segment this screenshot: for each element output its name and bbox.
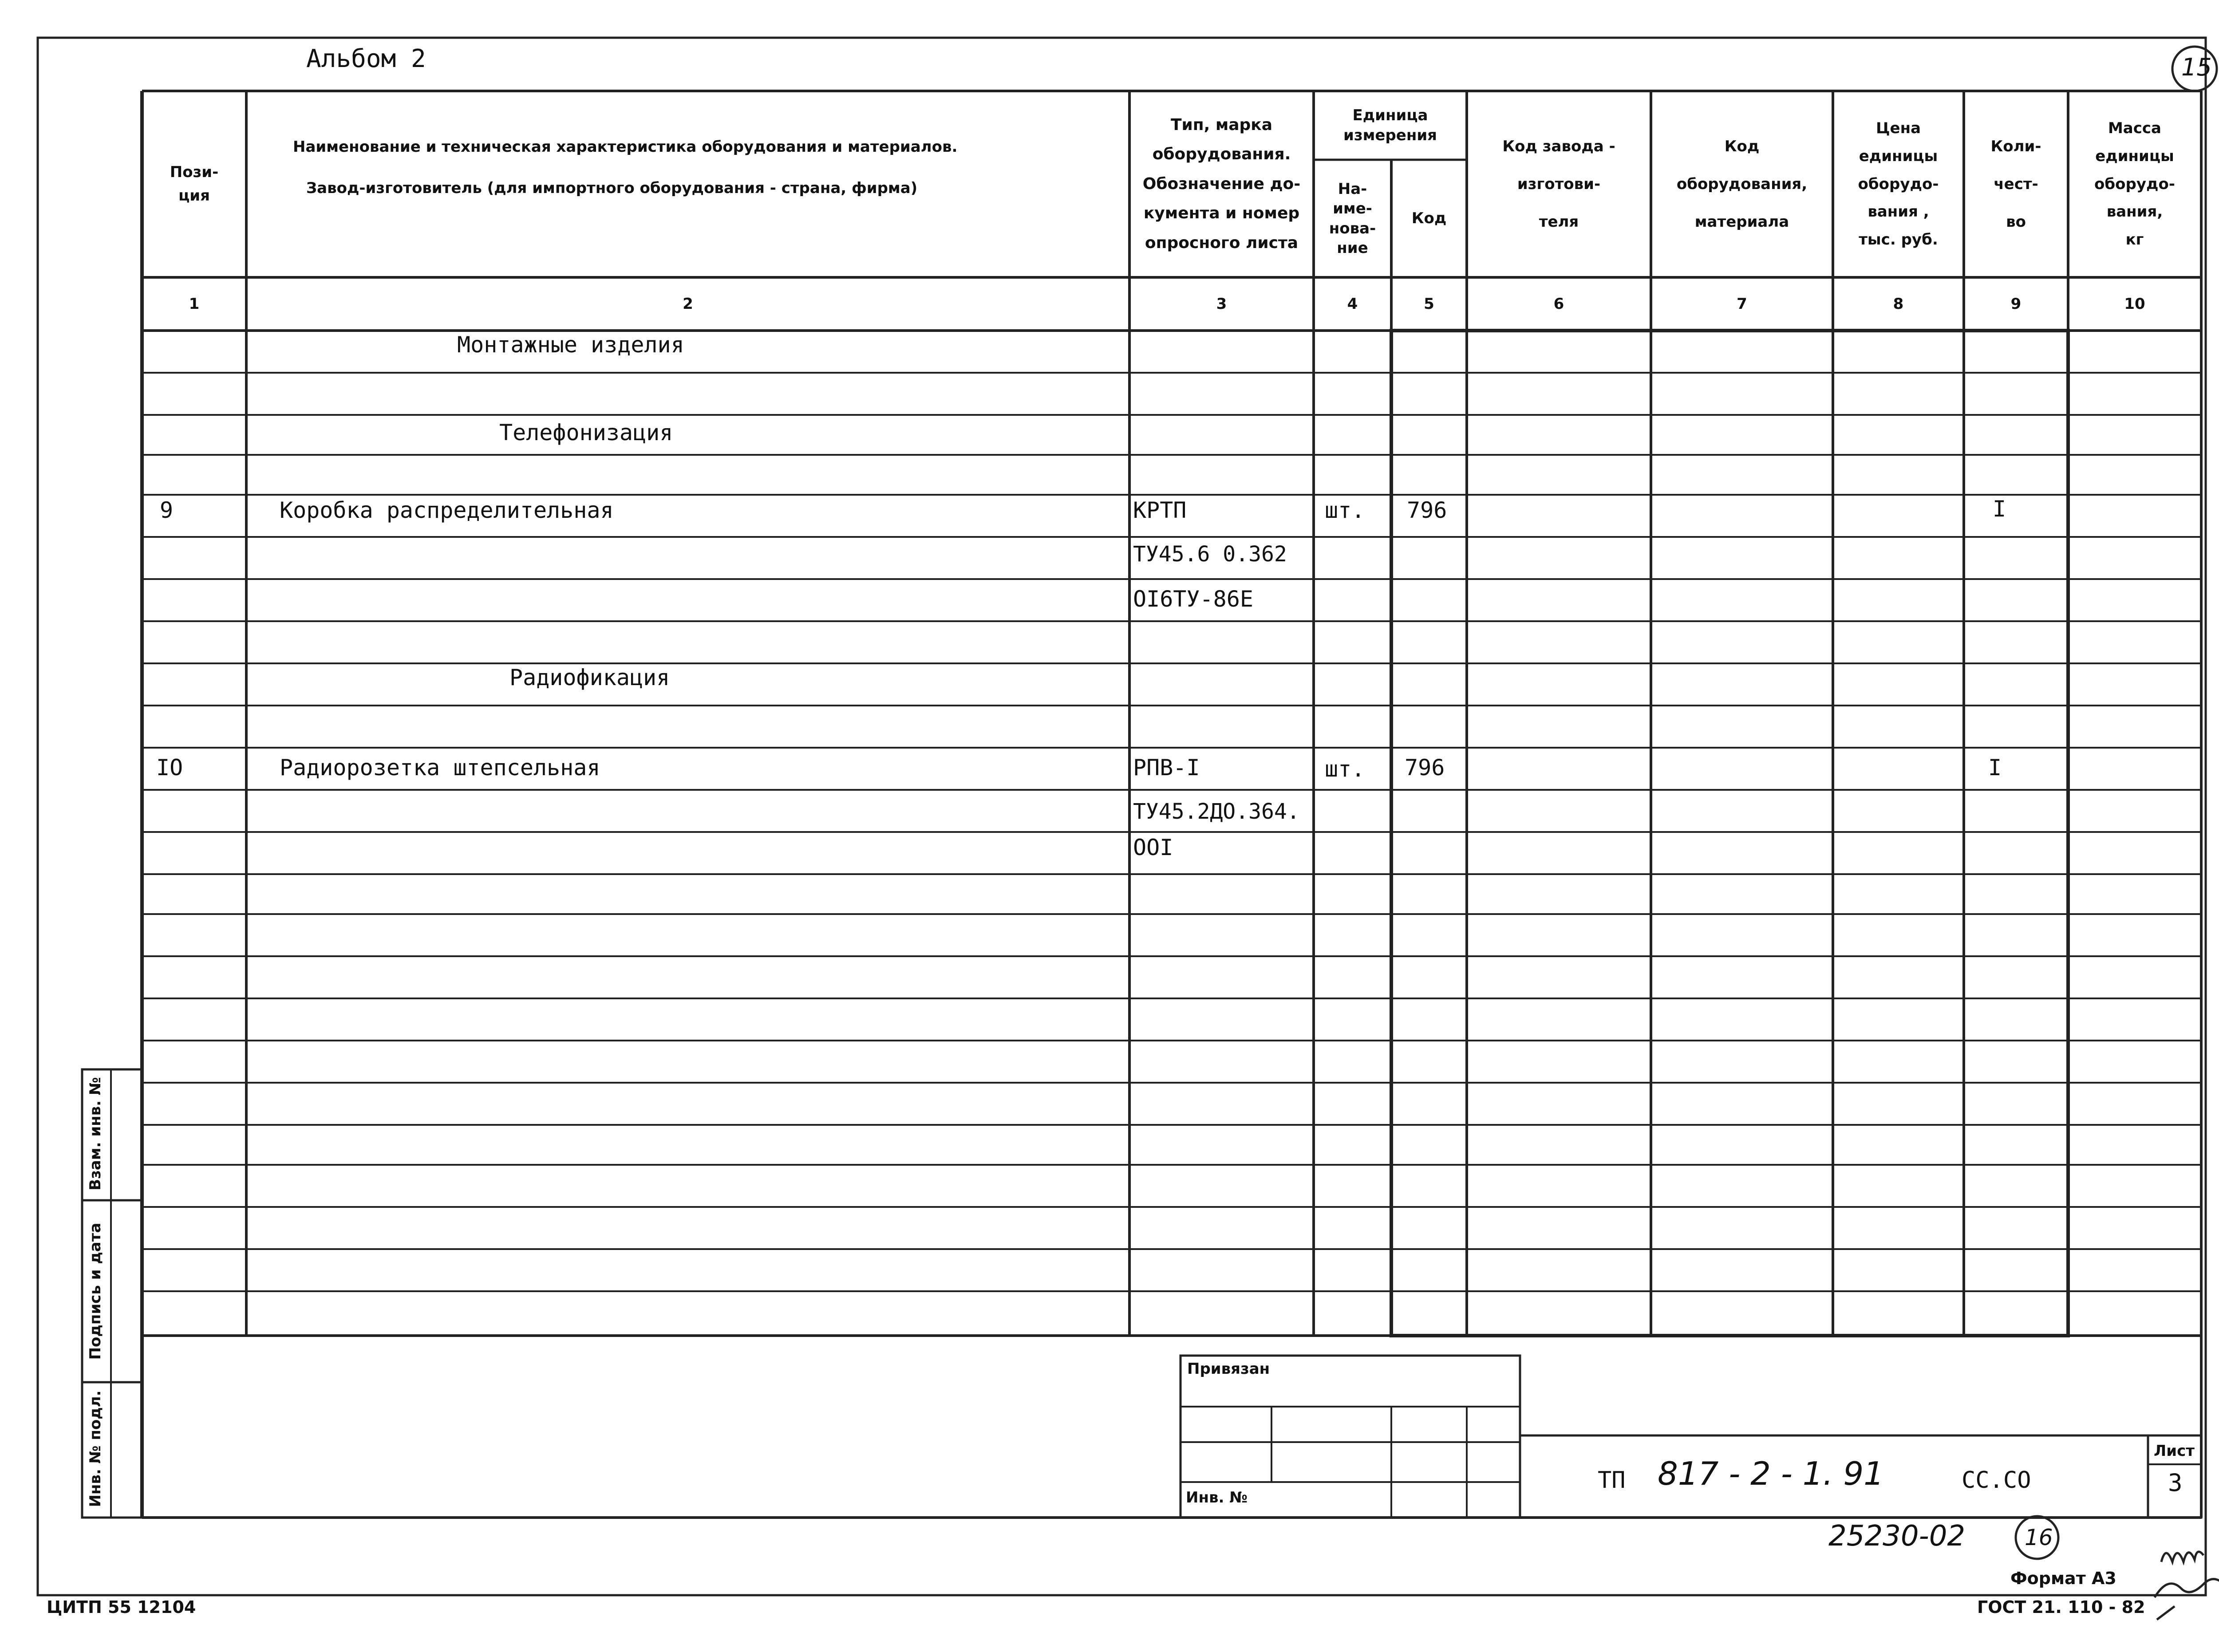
header-equipment-code: Код оборудования, материала xyxy=(1676,137,1808,231)
header-type: Тип, марка оборудования. Обозначение до- кумента и номер опросного листа xyxy=(1142,115,1301,252)
side-label-podpis: Подпись и дата xyxy=(87,1222,104,1360)
stamp-list-label: Лист xyxy=(2154,1442,2195,1460)
col-number-3: 3 xyxy=(1216,295,1227,313)
header-price: Цена единицы оборудо- вания , тыс. руб. xyxy=(1858,119,1939,249)
item10-quantity: I xyxy=(1988,755,2002,781)
item10-doc-line2: ООI xyxy=(1133,835,1173,860)
col-number-1: 1 xyxy=(189,295,200,313)
item10-type: РПВ-I xyxy=(1133,755,1200,781)
item10-unit: шт. xyxy=(1325,756,1365,782)
item9-unit: шт. xyxy=(1325,497,1365,523)
item9-code: 796 xyxy=(1407,497,1447,523)
stamp-inv-no: Инв. № xyxy=(1186,1489,1248,1506)
section-telephony: Телефонизация xyxy=(499,420,673,446)
header-name-line2: Завод-изготовитель (для импортного оборудования - страна, фирма) xyxy=(306,179,918,197)
header-quantity: Коли- чест- во xyxy=(1990,137,2041,231)
item10-code: 796 xyxy=(1405,755,1445,781)
format-label: Формат А3 xyxy=(2010,1569,2116,1588)
section-montage: Монтажные изделия xyxy=(457,332,684,358)
item9-position: 9 xyxy=(160,497,174,523)
stamp-privyazan: Привязан xyxy=(1187,1360,1270,1378)
col-number-4: 4 xyxy=(1347,295,1358,313)
item9-doc-line1: ТУ45.6 0.362 xyxy=(1133,542,1287,567)
item9-type: КРТП xyxy=(1133,497,1187,523)
col-number-2: 2 xyxy=(683,295,693,313)
col-number-6: 6 xyxy=(1553,295,1564,313)
header-position: Пози- ция xyxy=(170,163,219,205)
header-name xyxy=(246,91,1129,277)
header-factory-code: Код завода - изготови- теля xyxy=(1502,137,1615,231)
header-unit: Единица измерения xyxy=(1343,106,1437,144)
stamp-doc-prefix: ТП xyxy=(1598,1467,1626,1494)
album-label: Альбом 2 xyxy=(306,44,426,73)
item10-position: IO xyxy=(156,755,183,781)
item10-name: Радиорозетка штепсельная xyxy=(280,755,600,781)
item9-doc-line2: ОI6ТУ-86Е xyxy=(1133,586,1253,612)
stamp-doc-code: СС.СО xyxy=(1962,1467,2031,1494)
archive-number: 25230-02 xyxy=(1828,1520,1966,1553)
header-name-line1: Наименование и техническая характеристика оборудования и материалов. xyxy=(293,138,958,156)
col-number-9: 9 xyxy=(2010,295,2022,313)
col-number-5: 5 xyxy=(1424,295,1434,313)
side-label-vzam: Взам. инв. № xyxy=(87,1077,104,1191)
col-number-8: 8 xyxy=(1893,295,1904,313)
stamp-list-value: 3 xyxy=(2168,1469,2183,1497)
header-unit-code: Код xyxy=(1411,209,1447,228)
header-mass: Масса единицы оборудо- вания, кг xyxy=(2094,119,2175,249)
item9-name: Коробка распределительная xyxy=(280,497,614,523)
col-number-7: 7 xyxy=(1737,295,1747,313)
gost-label: ГОСТ 21. 110 - 82 xyxy=(1977,1597,2145,1617)
item10-doc-line1: ТУ45.2ДО.364. xyxy=(1133,799,1300,824)
citp-label: ЦИТП 55 12104 xyxy=(47,1597,196,1617)
stamp-doc-number: 817 - 2 - 1. 91 xyxy=(1658,1455,1884,1492)
sheet-number-circle-top: 15 xyxy=(2181,53,2212,81)
side-label-inv: Инв. № подл. xyxy=(87,1390,104,1507)
section-radio: Радиофикация xyxy=(509,665,670,690)
item9-quantity: I xyxy=(1993,496,2006,522)
header-unit-name: На- име- нова- ние xyxy=(1329,180,1376,257)
sheet-number-circle-bottom: 16 xyxy=(2025,1525,2053,1550)
col-number-10: 10 xyxy=(2124,295,2145,313)
